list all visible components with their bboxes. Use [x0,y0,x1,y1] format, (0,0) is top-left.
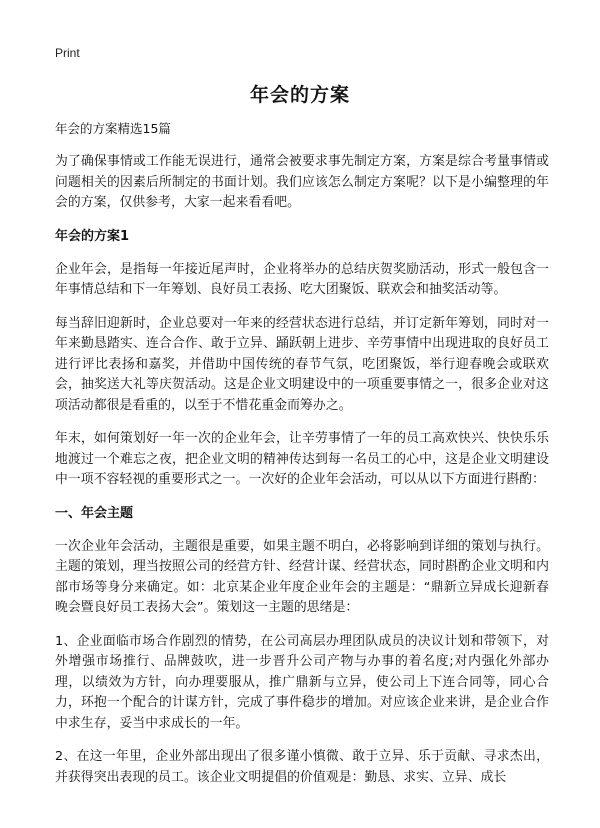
print-label[interactable]: Print [55,46,80,60]
paragraph: 一次企业年会活动，主题很是重要，如果主题不明白，必将影响到详细的策划与执行。主题的策划，理当按照公司的经营方针、经营计谋、经营状态，同时斟酌企业文明和内部市场等身分来确定。如：北京某企业年度企业年会的主题是：“鼎新立异成长迎新春晚会暨良好员工表扬大会”。策划这一主题的思绪是： [55,538,549,615]
section-heading: 年会的方案1 [55,228,130,244]
paragraph: 年末，如何策划好一年一次的企业年会，让辛劳事情了一年的员工高欢快兴、快快乐乐地渡过一个难忘之夜，把企业文明的精神传达到每一名员工的心中，这是企业文明建设中一项不容轻视的重要形式之一。一次好的企业年会活动，可以从以下方面进行斟酌： [55,431,549,487]
paragraph: 每当辞旧迎新时，企业总要对一年来的经营状态进行总结，并订定新年筹划，同时对一年来勤恳踏实、连合合作、敢于立异、踊跃朝上进步、辛劳事情中出现进取的良好员工进行评比表扬和嘉奖，并借助中国传统的春节气氛，吃团聚饭，举行迎春晚会或联欢会，抽奖送大礼等庆贺活动。这是企业文明建设中的一项重要事情之一，很多企业对这项活动都很是看重的，以至于不惜花重金而筹办之。 [55,315,549,413]
paragraph: 1、企业面临市场合作剧烈的情势，在公司高层办理团队成员的决议计划和带领下，对外增强市场推行、品牌鼓吹，进一步晋升公司产物与办事的着名度;对内强化外部办理，以绩效为方针，向办理要服从，推广鼎新与立异，使公司上下连合同等，同心合力，环抱一个配合的计谋方针，完成了事件稳步的增加。对应该企业来讲，是企业合作中求生存，妥当中求成长的一年。 [55,633,549,731]
paragraph: 企业年会，是指每一年接近尾声时，企业将举办的总结庆贺奖励活动，形式一般包含一年事情总结和下一年筹划、良好员工表扬、吃大团聚饭、联欢会和抽奖活动等。 [55,261,549,297]
intro-paragraph: 为了确保事情或工作能无误进行，通常会被要求事先制定方案，方案是综合考量事情或问题相关的因素后所制定的书面计划。我们应该怎么制定方案呢？以下是小编整理的年会的方案，仅供参考，大家一起来看看吧。 [55,154,549,210]
subsection-heading: 一、年会主题 [55,505,134,521]
paragraph: 2、在这一年里，企业外部出现出了很多谨小慎微、敢于立异、乐于贡献、寻求杰出，并获得突出表现的员工。该企业文明提倡的价值观是：勤恳、求实、立异、成长 [55,749,549,785]
document-body [55,120,549,801]
document-subtitle: 年会的方案精选15篇 [55,121,171,136]
document-title: 年会的方案 [249,84,350,106]
